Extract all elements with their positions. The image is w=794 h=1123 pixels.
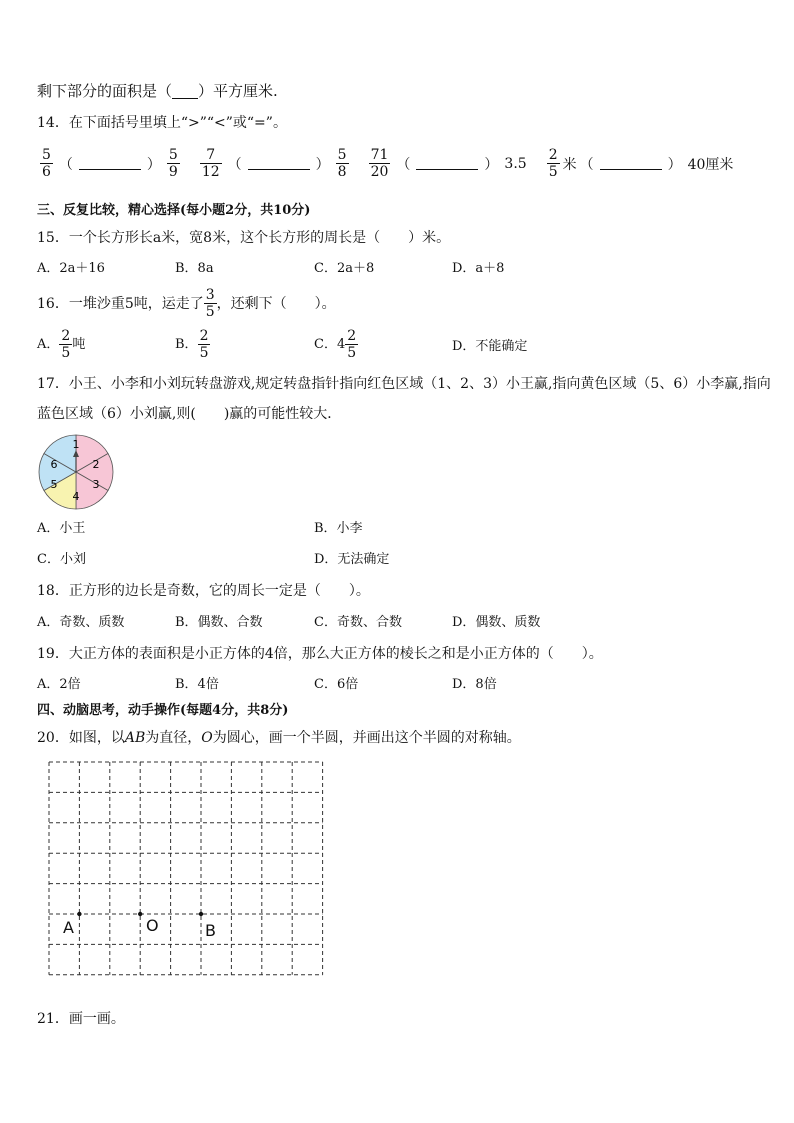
option-d: D．无法确定: [314, 552, 390, 567]
option-c: C．奇数、合数: [314, 615, 402, 630]
fraction: $\frac{7}{12}$: [201, 147, 220, 180]
option-c: C．6倍: [314, 677, 359, 692]
fraction: $\frac{2}{5}$: [199, 328, 209, 361]
question-17-line1: 17．小王、小李和小刘玩转盘游戏,规定转盘指针指向红色区域（1、2、3）小王赢,指向黄色区域（5、6）小李赢,指向: [37, 376, 771, 392]
point-b-label: B: [205, 921, 216, 940]
question-16-stem: 16．一堆沙重5吨，运走了 $\frac{3}{5}$ ，还剩下（ ）。: [37, 287, 336, 320]
option-a: A．奇数、质数: [37, 615, 125, 630]
option-a: A．2a＋16: [37, 261, 105, 276]
option-a: A．小王: [37, 521, 86, 536]
option-b: B． $\frac{2}{5}$: [175, 328, 209, 361]
fraction: $\frac{5}{6}$: [42, 147, 51, 180]
option-c: C．小刘: [37, 552, 86, 567]
compare-item-2: $\frac{7}{12}$ （ ） $\frac{5}{8}$: [201, 147, 347, 180]
section-4-heading: 四、动脑思考，动手操作(每题4分，共8分): [37, 703, 289, 718]
option-a: A．2倍: [37, 677, 81, 692]
line-remaining-area: 剩下部分的面积是（ ）平方厘米.: [37, 82, 278, 100]
option-d: D．8倍: [452, 677, 497, 692]
fraction: $\frac{2}{5}$: [548, 147, 558, 180]
sector-label: 1: [72, 438, 80, 451]
option-b: B．偶数、合数: [175, 615, 263, 630]
section-3-heading: 三、反复比较，精心选择(每小题2分，共10分): [37, 203, 311, 218]
point-a: [77, 912, 81, 916]
sector-label: 6: [50, 458, 58, 471]
fraction: $\frac{2}{5}$: [347, 328, 357, 361]
question-19-stem: 19．大正方体的表面积是小正方体的4倍，那么大正方体的棱长之和是小正方体的（ ）。: [37, 646, 603, 662]
option-d: D．偶数、质数: [452, 615, 541, 630]
question-17-line2: 蓝色区域（6）小刘赢,则( )赢的可能性较大．: [37, 406, 342, 422]
point-b: [199, 912, 203, 916]
fraction: $\frac{3}{5}$: [205, 287, 215, 320]
sector-label: 2: [92, 458, 100, 471]
fraction: $\frac{5}{9}$: [168, 147, 178, 180]
sector-label: 5: [50, 478, 58, 491]
option-c: C．2a＋8: [314, 261, 375, 276]
question-20-stem: 20．如图，以AB为直径，O为圆心，画一个半圆，并画出这个半圆的对称轴。: [37, 730, 521, 746]
compare-item-1: $\frac{5}{6}$ （ ） $\frac{5}{9}$: [42, 147, 178, 180]
point-o-label: O: [146, 916, 159, 935]
question-18-stem: 18．正方形的边长是奇数，它的周长一定是（ ）。: [37, 583, 370, 599]
option-a: A． $\frac{2}{5}$ 吨: [37, 328, 86, 361]
option-b: B．小李: [314, 521, 363, 536]
option-d: D．a＋8: [452, 261, 505, 276]
point-o: [138, 912, 142, 916]
option-c: C．4 $\frac{2}{5}$: [314, 328, 357, 361]
compare-item-3: $\frac{71}{20}$ （ ） 3.5: [370, 147, 527, 180]
point-a-label: A: [63, 918, 74, 937]
option-b: B．8a: [175, 261, 214, 276]
fraction: $\frac{2}{5}$: [61, 328, 71, 361]
option-d: D．不能确定: [452, 339, 528, 354]
sector-label: 4: [72, 490, 80, 503]
question-21-stem: 21．画一画。: [37, 1011, 125, 1027]
question-14-stem: 14．在下面括号里填上“>”“<”或“=”。: [37, 115, 287, 131]
sector-label: 3: [92, 478, 100, 491]
fraction: $\frac{71}{20}$: [370, 147, 389, 180]
question-15-stem: 15．一个长方形长a米，宽8米，这个长方形的周长是（ ）米。: [37, 230, 451, 246]
compare-item-4: $\frac{2}{5}$ 米 （ ） 40厘米: [548, 147, 734, 180]
fraction: $\frac{5}{8}$: [337, 147, 347, 180]
option-b: B．4倍: [175, 677, 219, 692]
